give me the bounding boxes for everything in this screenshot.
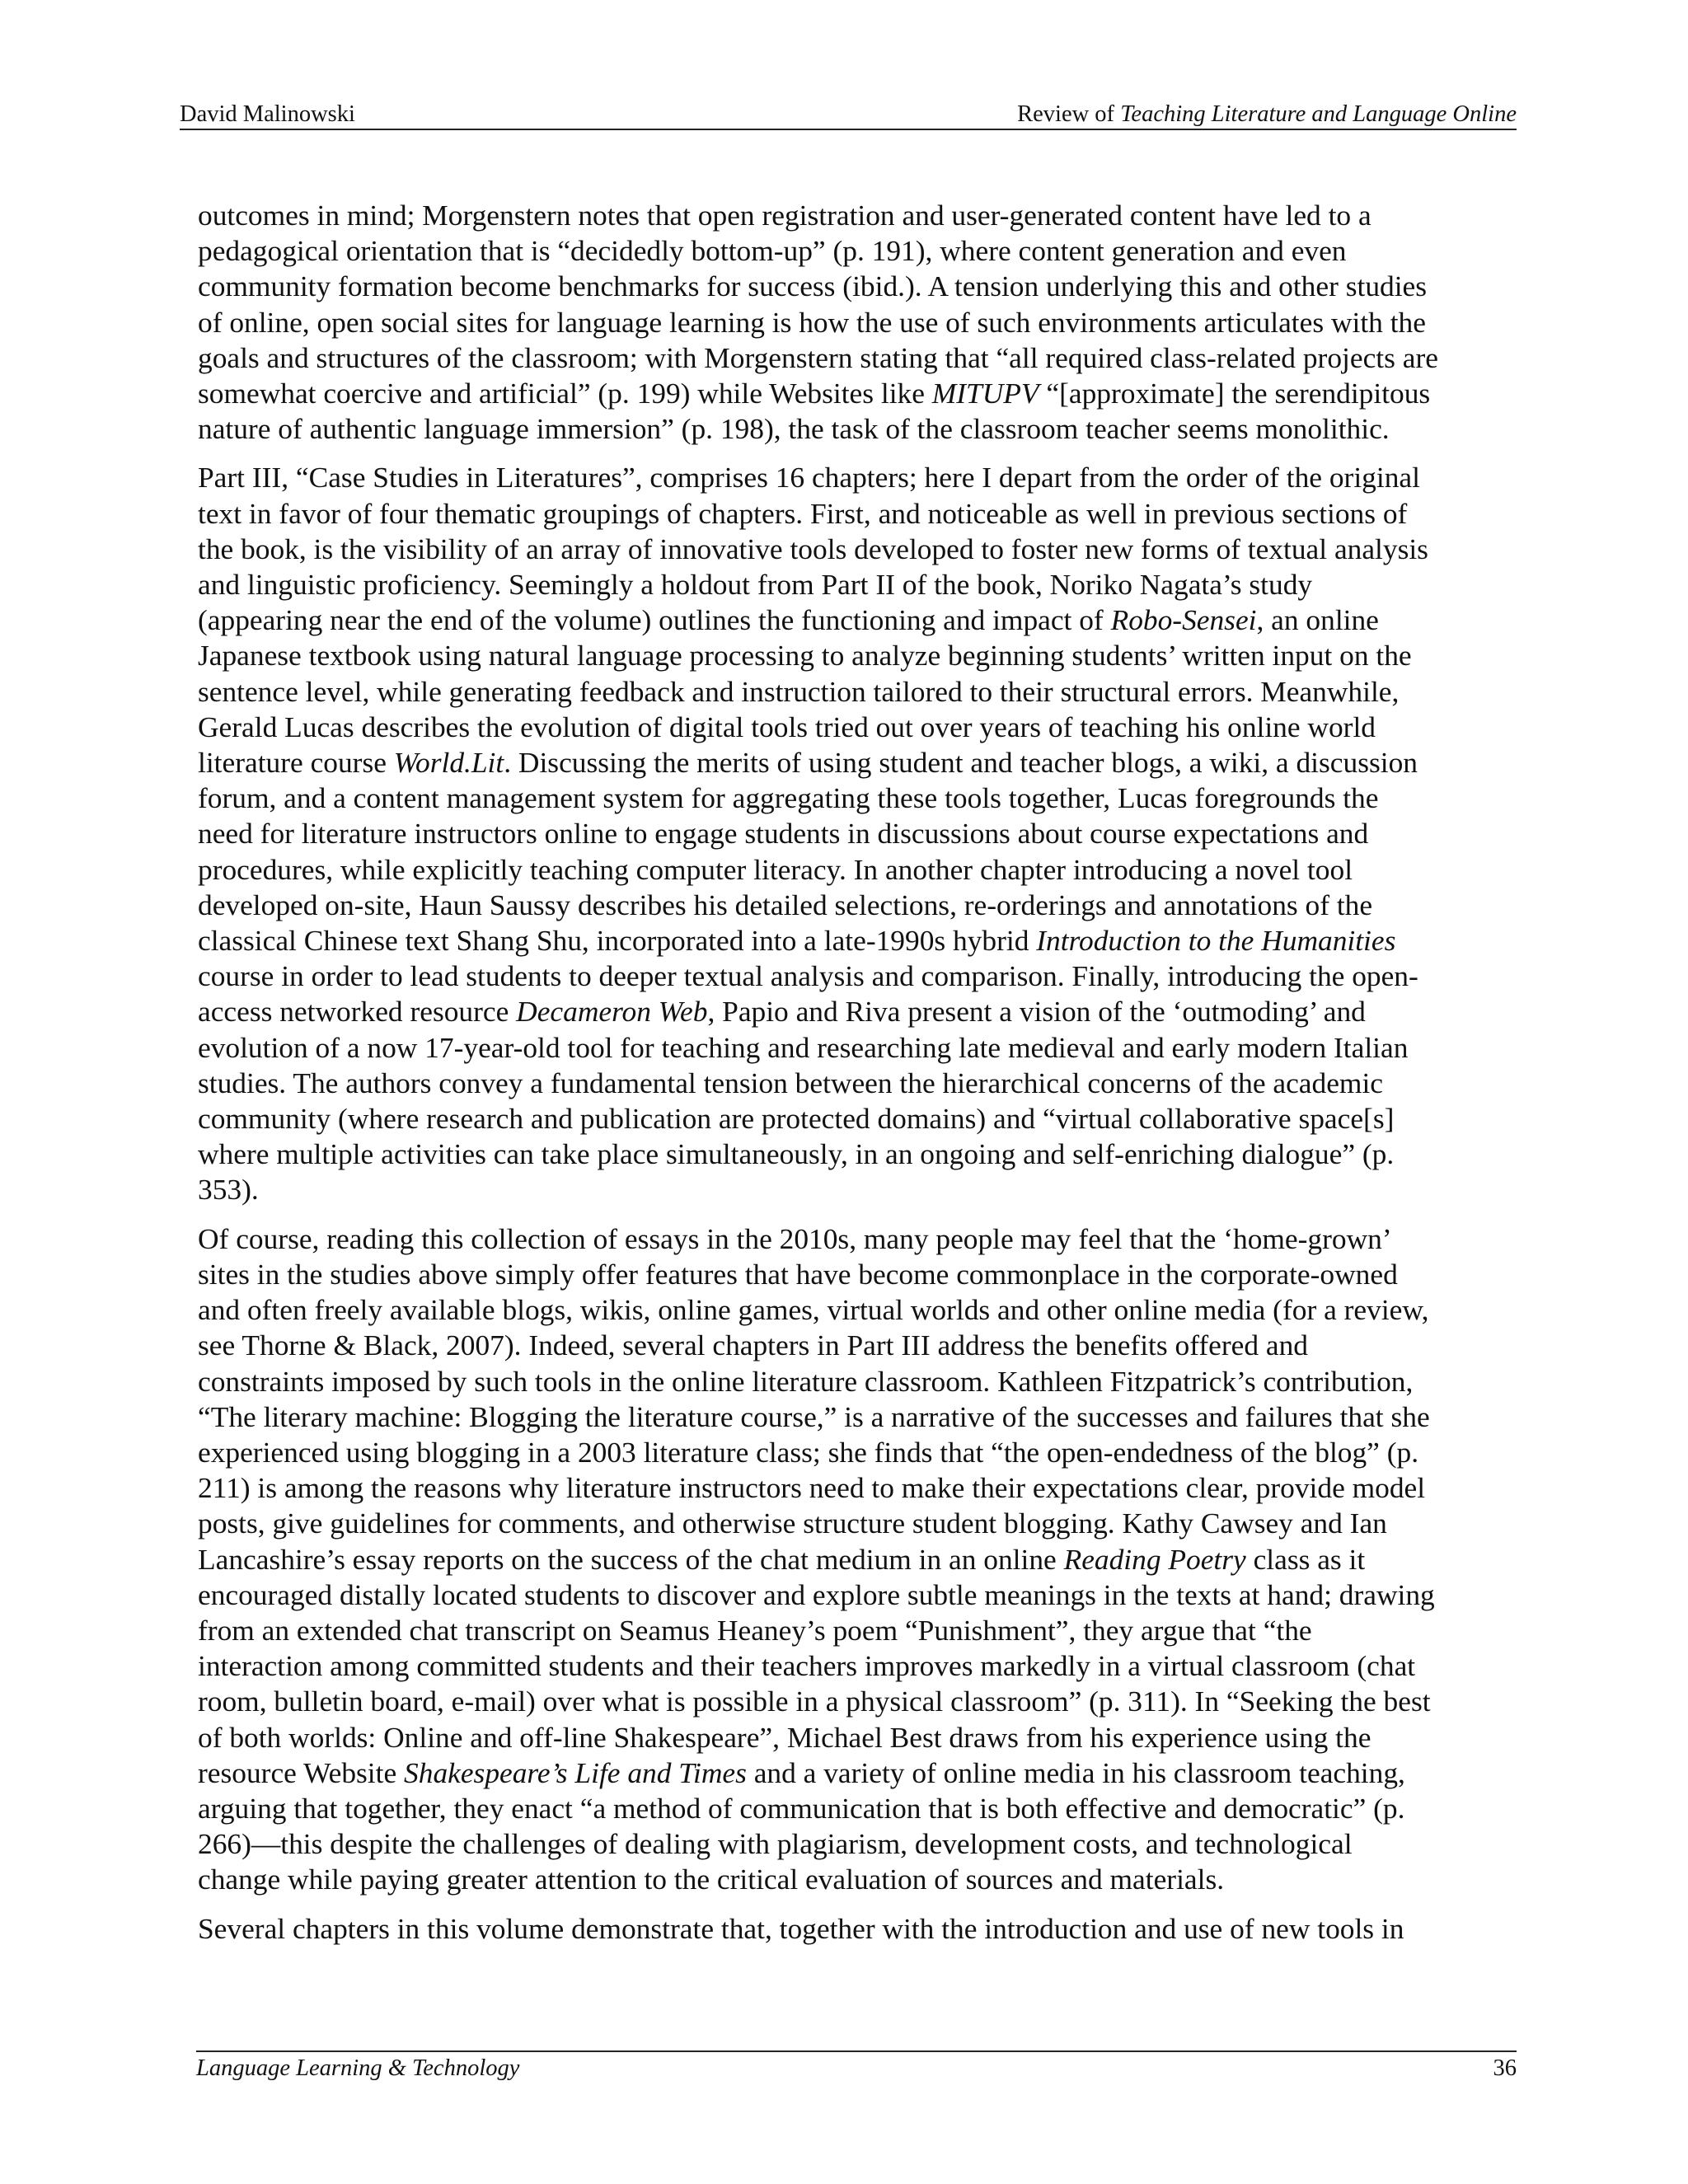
body-paragraph <box>198 198 1517 447</box>
text-run: evolution of a now 17-year-old tool for teaching and researching late medieval and early modern Italian <box>198 1030 1409 1064</box>
text-run: nature of authentic language immersion” (p. 198), the task of the classroom teacher seems monolithic. <box>198 412 1390 446</box>
text-run: text in favor of four thematic groupings of chapters. First, and noticeable as well in previous sections of <box>198 496 1408 530</box>
text-run: Several chapters in this volume demonstrate that, together with the introduction and use of new tools in <box>198 1911 1404 1945</box>
text-run: 266)—this despite the challenges of dealing with plagiarism, development costs, and technological <box>198 1827 1353 1861</box>
text-run: 353). <box>198 1173 259 1207</box>
text-run: the book, is the visibility of an array of innovative tools developed to foster new forms of textual analysis <box>198 532 1428 565</box>
text-run: (appearing near the end of the volume) outlines the functioning and impact of <box>198 603 1111 637</box>
text-run: room, bulletin board, e-mail) over what is possible in a physical classroom” (p. 311). In “Seeking the best <box>198 1685 1431 1718</box>
text-run: Gerald Lucas describes the evolution of digital tools tried out over years of teaching his online world <box>198 710 1376 743</box>
text-run: constraints imposed by such tools in the online literature classroom. Kathleen Fitzpatrick’s contribution, <box>198 1364 1414 1398</box>
italic-title: Decameron Web <box>516 995 708 1029</box>
text-run: encouraged distally located students to discover and explore subtle meanings in the texts at hand; drawing <box>198 1577 1435 1611</box>
text-run: somewhat coercive and artificial” (p. 199) while Websites like <box>198 377 932 410</box>
italic-title: Robo-Sensei <box>1110 603 1257 637</box>
italic-title: MITUPV <box>931 377 1039 410</box>
text-run: outcomes in mind; Morgenstern notes that open registration and user-generated content have led to a <box>198 199 1372 232</box>
text-run: interaction among committed students and their teachers improves markedly in a virtual classroom (chat <box>198 1649 1416 1683</box>
footer-journal: Language Learning & Technology <box>196 2055 520 2081</box>
text-run: sites in the studies above simply offer features that have become commonplace in the corporate-owned <box>198 1257 1398 1291</box>
text-run: sentence level, while generating feedback and instruction tailored to their structural errors. Meanwhile, <box>198 674 1400 708</box>
text-run: developed on-site, Haun Saussy describes his detailed selections, re-orderings and annotations of the <box>198 888 1373 921</box>
text-run: procedures, while explicitly teaching computer literacy. In another chapter introducing a novel tool <box>198 852 1353 886</box>
italic-title: Reading Poetry <box>1063 1542 1246 1576</box>
text-run: resource Website <box>198 1755 405 1789</box>
text-run: classical Chinese text Shang Shu, incorporated into a late-1990s hybrid <box>198 924 1037 958</box>
text-run: studies. The authors convey a fundamental tension between the hierarchical concerns of the academic <box>198 1066 1383 1099</box>
text-run: goals and structures of the classroom; with Morgenstern stating that “all required class-related projects are <box>198 340 1438 374</box>
body-paragraph <box>198 1911 1517 1947</box>
text-run: of online, open social sites for language learning is how the use of such environments articulates with the <box>198 305 1426 339</box>
text-run: Lancashire’s essay reports on the success of the chat medium in an online <box>198 1542 1064 1576</box>
text-run: where multiple activities can take place simultaneously, in an ongoing and self-enriching dialogue” (p. <box>198 1137 1395 1171</box>
running-header <box>180 97 1517 130</box>
italic-title: Introduction to the Humanities <box>1036 924 1396 958</box>
body-paragraph <box>198 460 1517 1207</box>
text-run: and often freely available blogs, wikis, online games, virtual worlds and other online media (for a review, <box>198 1293 1429 1327</box>
header-title-italic: Teaching Literature and Language Online <box>1120 101 1517 127</box>
text-run: change while paying greater attention to the critical evaluation of sources and materials. <box>198 1863 1225 1896</box>
text-run: community (where research and publication are protected domains) and “virtual collaborative space[s] <box>198 1102 1395 1136</box>
text-run: of both worlds: Online and off-line Shakespeare”, Michael Best draws from his experience using the <box>198 1720 1372 1754</box>
header-title-prefix: Review of <box>1017 101 1121 127</box>
text-run: 211) is among the reasons why literature instructors need to make their expectations clear, provide model <box>198 1471 1426 1505</box>
text-run: course in order to lead students to deeper textual analysis and comparison. Finally, introducing the open- <box>198 959 1418 993</box>
text-run: , an online <box>1256 603 1379 637</box>
text-run: . Discussing the merits of using student and teacher blogs, a wiki, a discussion <box>504 746 1418 780</box>
text-run: and a variety of online media in his classroom teaching, <box>746 1755 1405 1789</box>
header-author: David Malinowski <box>180 101 355 127</box>
running-footer <box>196 2050 1517 2083</box>
text-run: from an extended chat transcript on Seamus Heaney’s poem “Punishment”, they argue that “the <box>198 1613 1312 1647</box>
text-run: community formation become benchmarks for success (ibid.). A tension underlying this and other studies <box>198 269 1428 303</box>
text-run: Of course, reading this collection of essays in the 2010s, many people may feel that the ‘home-grown’ <box>198 1221 1392 1255</box>
text-run: need for literature instructors online to engage students in discussions about course expectations and <box>198 817 1369 851</box>
body-text <box>198 198 1517 1960</box>
italic-title: World.Lit <box>393 746 504 780</box>
text-run: Part III, “Case Studies in Literatures”, comprises 16 chapters; here I depart from the order of the original <box>198 461 1420 494</box>
text-run: class as it <box>1245 1542 1366 1576</box>
text-run: and linguistic proficiency. Seemingly a holdout from Part II of the book, Noriko Nagata’s study <box>198 568 1313 602</box>
text-run: “[approximate] the serendipitous <box>1039 377 1431 410</box>
text-run: access networked resource <box>198 995 517 1029</box>
text-run: literature course <box>198 746 394 780</box>
header-review-title <box>1017 101 1517 129</box>
text-run: pedagogical orientation that is “decidedly bottom-up” (p. 191), where content generation and even <box>198 234 1347 268</box>
text-run: experienced using blogging in a 2003 literature class; she finds that “the open-endedness of the blog” (p. <box>198 1435 1419 1469</box>
text-run: , Papio and Riva present a vision of the ‘outmoding’ and <box>707 995 1366 1029</box>
text-run: posts, give guidelines for comments, and otherwise structure student blogging. Kathy Cawsey and Ian <box>198 1507 1387 1540</box>
text-run: Japanese textbook using natural language processing to analyze beginning students’ written input on the <box>198 639 1412 673</box>
italic-title: Shakespeare’s Life and Times <box>404 1755 747 1789</box>
text-run: arguing that together, they enact “a method of communication that is both effective and democratic” (p. <box>198 1791 1405 1825</box>
text-run: forum, and a content management system for aggregating these tools together, Lucas foregrounds the <box>198 781 1379 815</box>
footer-page-number: 36 <box>1493 2055 1517 2081</box>
text-run: “The literary machine: Blogging the literature course,” is a narrative of the successes and failures that she <box>198 1399 1430 1433</box>
body-paragraph <box>198 1221 1517 1898</box>
text-run: see Thorne & Black, 2007). Indeed, several chapters in Part III address the benefits offered and <box>198 1329 1308 1362</box>
